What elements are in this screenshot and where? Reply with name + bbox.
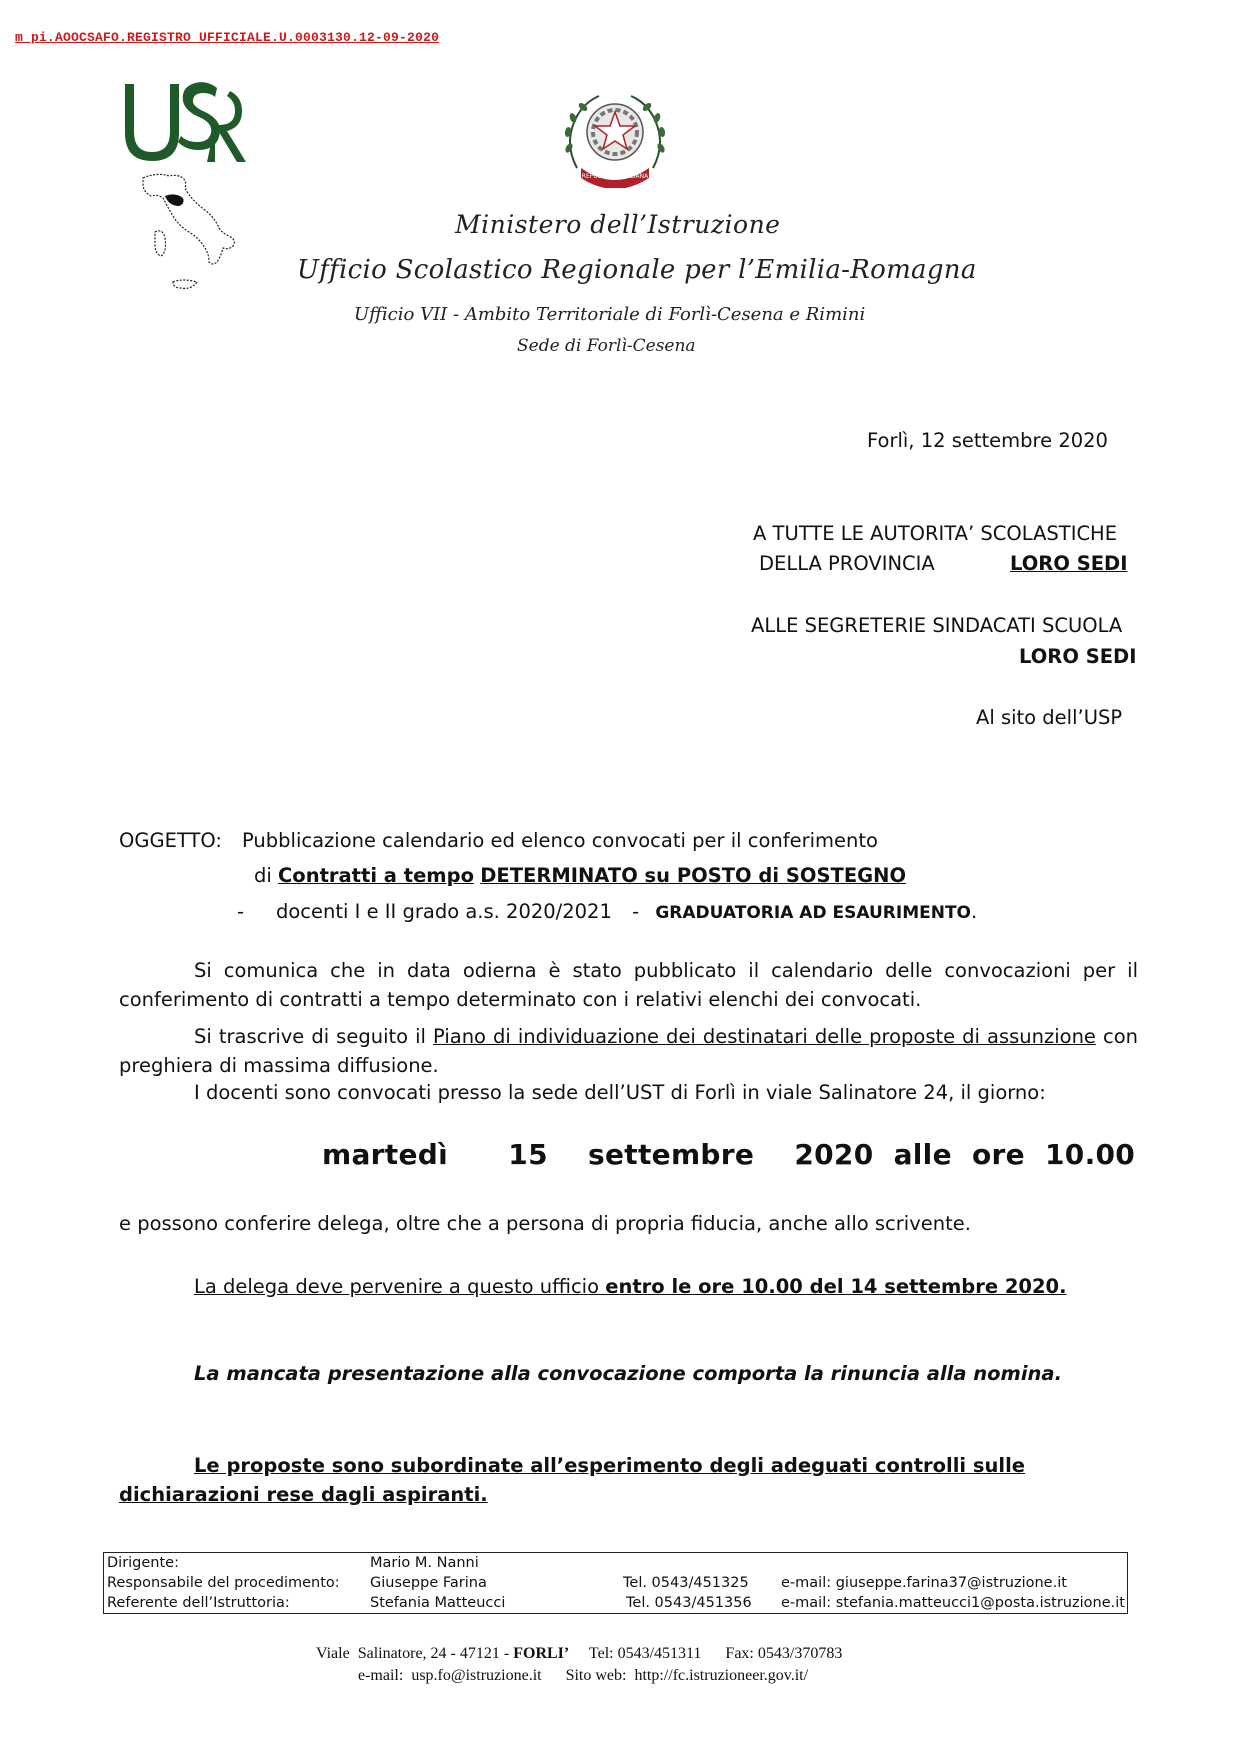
date-place: Forlì, 12 settembre 2020	[867, 429, 1108, 452]
contact-name: Mario M. Nanni	[370, 1555, 479, 1571]
subject-line2-prefix: di	[254, 864, 272, 887]
contact-email: e-mail: stefania.matteucci1@posta.istruzione.it	[781, 1595, 1125, 1611]
subject-contract-type: Contratti a tempo	[278, 864, 474, 887]
paragraph-6: La mancata presentazione alla convocazione comporta la rinuncia alla nomina.	[194, 1362, 1062, 1385]
delegation-notice: La delega deve pervenire a questo ufficio	[194, 1275, 600, 1298]
delegation-deadline: entro le ore 10.00 del 14 settembre 2020.	[605, 1275, 1067, 1298]
office-subtitle: Ufficio VII - Ambito Territoriale di Forlì-Cesena e Rimini	[354, 304, 866, 325]
paragraph-2-prefix: Si trascrive di seguito il	[194, 1025, 426, 1048]
convocation-date: martedì 15 settembre 2020 alle ore 10.00	[322, 1138, 1136, 1171]
recipient-1-line1: A TUTTE LE AUTORITA’ SCOLASTICHE	[753, 522, 1118, 545]
contacts-table	[103, 1552, 1128, 1614]
italian-republic-emblem	[555, 88, 675, 188]
subject-label: OGGETTO:	[119, 829, 222, 852]
recipient-2-sedi: LORO SEDI	[1019, 645, 1137, 668]
contact-role: Responsabile del procedimento:	[107, 1575, 340, 1591]
paragraph-1: Si comunica che in data odierna è stato pubblicato il calendario delle convocazioni per il conferimento di contratti a tempo determinato con i relativi elenchi dei convocati.	[119, 959, 1138, 1011]
contact-name: Stefania Matteucci	[370, 1595, 506, 1611]
contact-row-dirigente	[104, 1553, 1127, 1573]
contact-email: e-mail: giuseppe.farina37@istruzione.it	[781, 1575, 1067, 1591]
ministry-title: Ministero dell’Istruzione	[455, 210, 781, 239]
paragraph-3: I docenti sono convocati presso la sede dell’UST di Forlì in viale Salinatore 24, il giorno:	[194, 1081, 1046, 1104]
subject-line3-sep: -	[632, 900, 640, 923]
footer-address	[316, 1645, 842, 1663]
recruitment-plan-link: Piano di individuazione dei destinatari delle proposte di assunzione	[433, 1025, 1096, 1048]
contact-email	[778, 1553, 1127, 1573]
contact-row-responsabile	[104, 1573, 1127, 1593]
subject-post-type: DETERMINATO su POSTO di SOSTEGNO	[480, 864, 907, 887]
subject-line1: Pubblicazione calendario ed elenco convocati per il conferimento	[242, 829, 878, 852]
contact-row-referente	[104, 1593, 1127, 1613]
paragraph-7: Le proposte sono subordinate all’esperimento degli adeguati controlli sulle dichiarazioni rese dagli aspiranti.	[119, 1454, 1025, 1506]
paragraph-2-suffix: con preghiera di massima diffusione.	[119, 1025, 1138, 1077]
contact-role: Dirigente:	[107, 1555, 179, 1571]
footer-city: FORLI’	[513, 1645, 570, 1662]
subject-line3-end: .	[971, 900, 978, 923]
subject-line3-dash: -	[237, 900, 245, 923]
contact-tel	[620, 1553, 778, 1573]
paragraph-2	[119, 1022, 1138, 1080]
emblem-ring-text: REPUBBLICA ITALIANA	[581, 173, 649, 180]
recipient-2-line1: ALLE SEGRETERIE SINDACATI SCUOLA	[751, 614, 1123, 637]
protocol-stamp: m_pi.AOOCSAFO.REGISTRO UFFICIALE.U.0003130.12-09-2020	[15, 30, 440, 45]
contact-tel: Tel. 0543/451356	[626, 1595, 752, 1611]
contact-tel: Tel. 0543/451325	[623, 1575, 749, 1591]
subject-line2	[254, 864, 922, 887]
recipient-1-sedi: LORO SEDI	[1010, 552, 1128, 575]
paragraph-5	[194, 1275, 1067, 1298]
subject-line3	[276, 900, 977, 923]
office-seat: Sede di Forlì-Cesena	[517, 336, 696, 356]
paragraph-4: e possono conferire delega, oltre che a persona di propria fiducia, anche allo scrivente.	[119, 1212, 971, 1235]
recipient-3: Al sito dell’USP	[976, 706, 1123, 729]
regional-office-title: Ufficio Scolastico Regionale per l’Emilia-Romagna	[297, 255, 977, 285]
usr-logo	[125, 82, 255, 302]
footer-address-prefix: Viale Salinatore, 24 - 47121 -	[316, 1645, 514, 1662]
subject-ranking: GRADUATORIA AD ESAURIMENTO	[655, 903, 971, 923]
subject-line3-text: docenti I e II grado a.s. 2020/2021	[276, 900, 612, 923]
contact-name: Giuseppe Farina	[370, 1575, 487, 1591]
footer-contacts: e-mail: usp.fo@istruzione.it Sito web: http://fc.istruzioneer.gov.it/	[358, 1667, 809, 1684]
recipient-1-line2: DELLA PROVINCIA	[759, 552, 935, 575]
contact-role: Referente dell’Istruttoria:	[107, 1595, 290, 1611]
footer-phones: Tel: 0543/451311 Fax: 0543/370783	[569, 1645, 843, 1662]
